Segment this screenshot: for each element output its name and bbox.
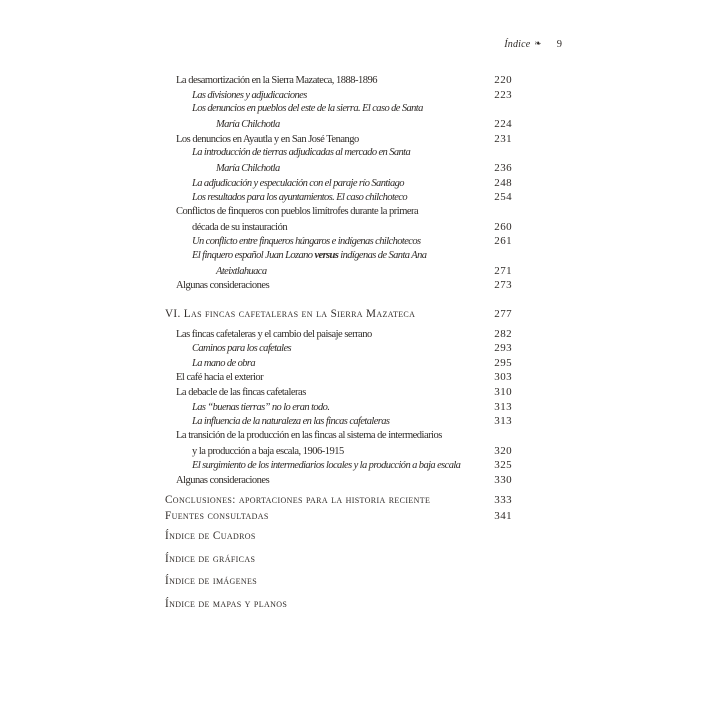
toc-entry-row: [165, 176, 512, 191]
toc-entry-text: Los resultados para los ayuntamientos. El caso chilchoteco: [192, 192, 408, 204]
toc-entry-row: [165, 341, 512, 356]
toc-entry-row: [165, 88, 512, 103]
toc-entry-row: [165, 429, 512, 444]
toc-entry-text: La transición de la producción en las fincas al sistema de intermediarios: [176, 430, 442, 442]
toc-entry-text: Fuentes consultadas: [165, 509, 269, 522]
toc-page-number: 333: [494, 493, 512, 506]
toc-page-number: 254: [494, 191, 512, 204]
toc-entry-text: Las divisiones y adjudicaciones: [192, 89, 307, 101]
toc-page-number: 303: [494, 371, 512, 384]
toc-entry-row: [165, 264, 512, 279]
toc-page-number: 224: [494, 117, 512, 130]
toc-entry-row: [165, 370, 512, 385]
toc-entry-row: [165, 102, 512, 117]
toc-entry-text: VI. Las fincas cafetaleras en la Sierra Mazateca: [165, 308, 416, 321]
toc-page-number: 248: [494, 176, 512, 189]
toc-page-number: 273: [494, 279, 512, 292]
toc-entry-text: Índice de mapas y planos: [165, 598, 288, 610]
toc-entry-text: La desamortización en la Sierra Mazateca, 1888-1896: [176, 75, 378, 86]
toc-entry-text: Ateixtlahuaca: [216, 265, 267, 277]
toc-entry-row: [165, 414, 512, 429]
toc-page-number: 310: [494, 386, 512, 399]
toc-entry-text: La adjudicación y especulación con el paraje río Santiago: [192, 177, 404, 189]
toc-entry-text: Conclusiones: aportaciones para la historia reciente: [165, 493, 431, 506]
toc-entry-text: La introducción de tierras adjudicadas al mercado en Santa: [192, 147, 411, 159]
toc-entry-row: [165, 327, 512, 342]
toc-page-number: 293: [494, 342, 512, 355]
toc-heading-row: [165, 493, 512, 508]
toc-page-number: 220: [494, 74, 512, 86]
toc-heading-row: [165, 529, 512, 544]
toc-entry-text: María Chilchotla: [216, 162, 280, 174]
toc-heading-row: [165, 552, 512, 567]
toc-entry-row: [165, 473, 512, 488]
toc-page-number: 341: [494, 509, 512, 522]
toc-entry-text: Índice de gráficas: [165, 552, 256, 565]
toc-entry-text: y la producción a baja escala, 1906-1915: [192, 445, 344, 457]
toc-page-number: 223: [494, 88, 512, 101]
toc-entry-text: Caminos para los cafetales: [192, 343, 292, 355]
toc-entry-text: Los denuncios en pueblos del este de la sierra. El caso de Santa: [192, 103, 423, 115]
toc-entry-row: [165, 73, 512, 88]
toc-entry-row: [165, 458, 512, 473]
page-number-folio: 9: [556, 39, 562, 50]
toc-entry-text: [165, 249, 426, 264]
toc-entry-row: [165, 161, 512, 176]
toc-page-number: 295: [494, 356, 512, 369]
toc-entry-text: Las fincas cafetaleras y el cambio del paisaje serrano: [176, 328, 372, 340]
toc-page-number: 330: [494, 474, 512, 487]
toc-page-number: 236: [494, 161, 512, 174]
toc-page-number: 231: [494, 132, 512, 145]
toc-entry-text-part: El finquero español Juan Lozano: [192, 249, 315, 261]
toc-entry-row: [165, 278, 512, 293]
toc-entry-text: década de su instauración: [192, 221, 288, 233]
toc-entry-bold-word: versus: [314, 249, 339, 261]
toc-page-number: 271: [494, 264, 512, 277]
toc-entry-row: [165, 234, 512, 249]
toc-heading-row: [165, 574, 512, 589]
toc-entry-row: [165, 205, 512, 220]
toc-entry-text: Algunas consideraciones: [176, 475, 270, 487]
toc-entry-row: [165, 444, 512, 459]
toc-entry-text: Algunas consideraciones: [176, 280, 270, 292]
fleuron-ornament-icon: ❧: [534, 39, 542, 49]
toc-entry-row: [165, 117, 512, 132]
toc-entry-row: [165, 146, 512, 161]
toc-entry-text: El surgimiento de los intermediarios locales y la producción a baja escala: [192, 460, 461, 472]
toc-entry-text: El café hacia el exterior: [176, 372, 264, 384]
toc-entry-row: [165, 190, 512, 205]
table-of-contents: [165, 73, 512, 612]
toc-entry-row: [165, 385, 512, 400]
toc-page-number: 313: [494, 415, 512, 428]
toc-entry-text: La influencia de la naturaleza en las fincas cafetaleras: [192, 416, 390, 428]
toc-page-number: 320: [494, 444, 512, 457]
toc-entry-text: La debacle de las fincas cafetaleras: [176, 387, 306, 399]
running-head: [504, 39, 562, 50]
toc-entry-text-part: indígenas de Santa Ana: [338, 249, 427, 261]
toc-page-number: 325: [494, 459, 512, 472]
toc-page-number: 313: [494, 400, 512, 413]
toc-entry-row: [165, 132, 512, 147]
toc-heading-row: [165, 509, 512, 524]
toc-entry-text: Un conflicto entre finqueros húngaros e indígenas chilchotecos: [192, 236, 421, 248]
toc-entry-text: Índice de imágenes: [165, 575, 258, 588]
toc-entry-text: Las “buenas tierras” no lo eran todo.: [192, 401, 330, 413]
toc-heading-row: [165, 597, 512, 612]
toc-entry-text: María Chilchotla: [216, 118, 280, 130]
toc-entry-text: Conflictos de finqueros con pueblos limítrofes durante la primera: [176, 205, 419, 217]
toc-entry-row: [165, 400, 512, 415]
toc-entry-row: [165, 356, 512, 371]
toc-entry-row: [165, 220, 512, 235]
toc-entry-text: Los denuncios en Ayautla y en San José Tenango: [176, 133, 359, 145]
toc-page-number: 282: [494, 327, 512, 340]
toc-entry-text: La mano de obra: [192, 357, 256, 369]
toc-heading-row: [165, 307, 512, 322]
toc-entry-text: Índice de Cuadros: [165, 530, 256, 543]
toc-page-number: 260: [494, 220, 512, 233]
toc-entry-row: [165, 249, 512, 264]
toc-page-number: 261: [494, 235, 512, 248]
running-head-title-text: Índice: [504, 39, 531, 50]
running-head-title: [504, 39, 542, 50]
toc-page-number: 277: [494, 308, 512, 321]
